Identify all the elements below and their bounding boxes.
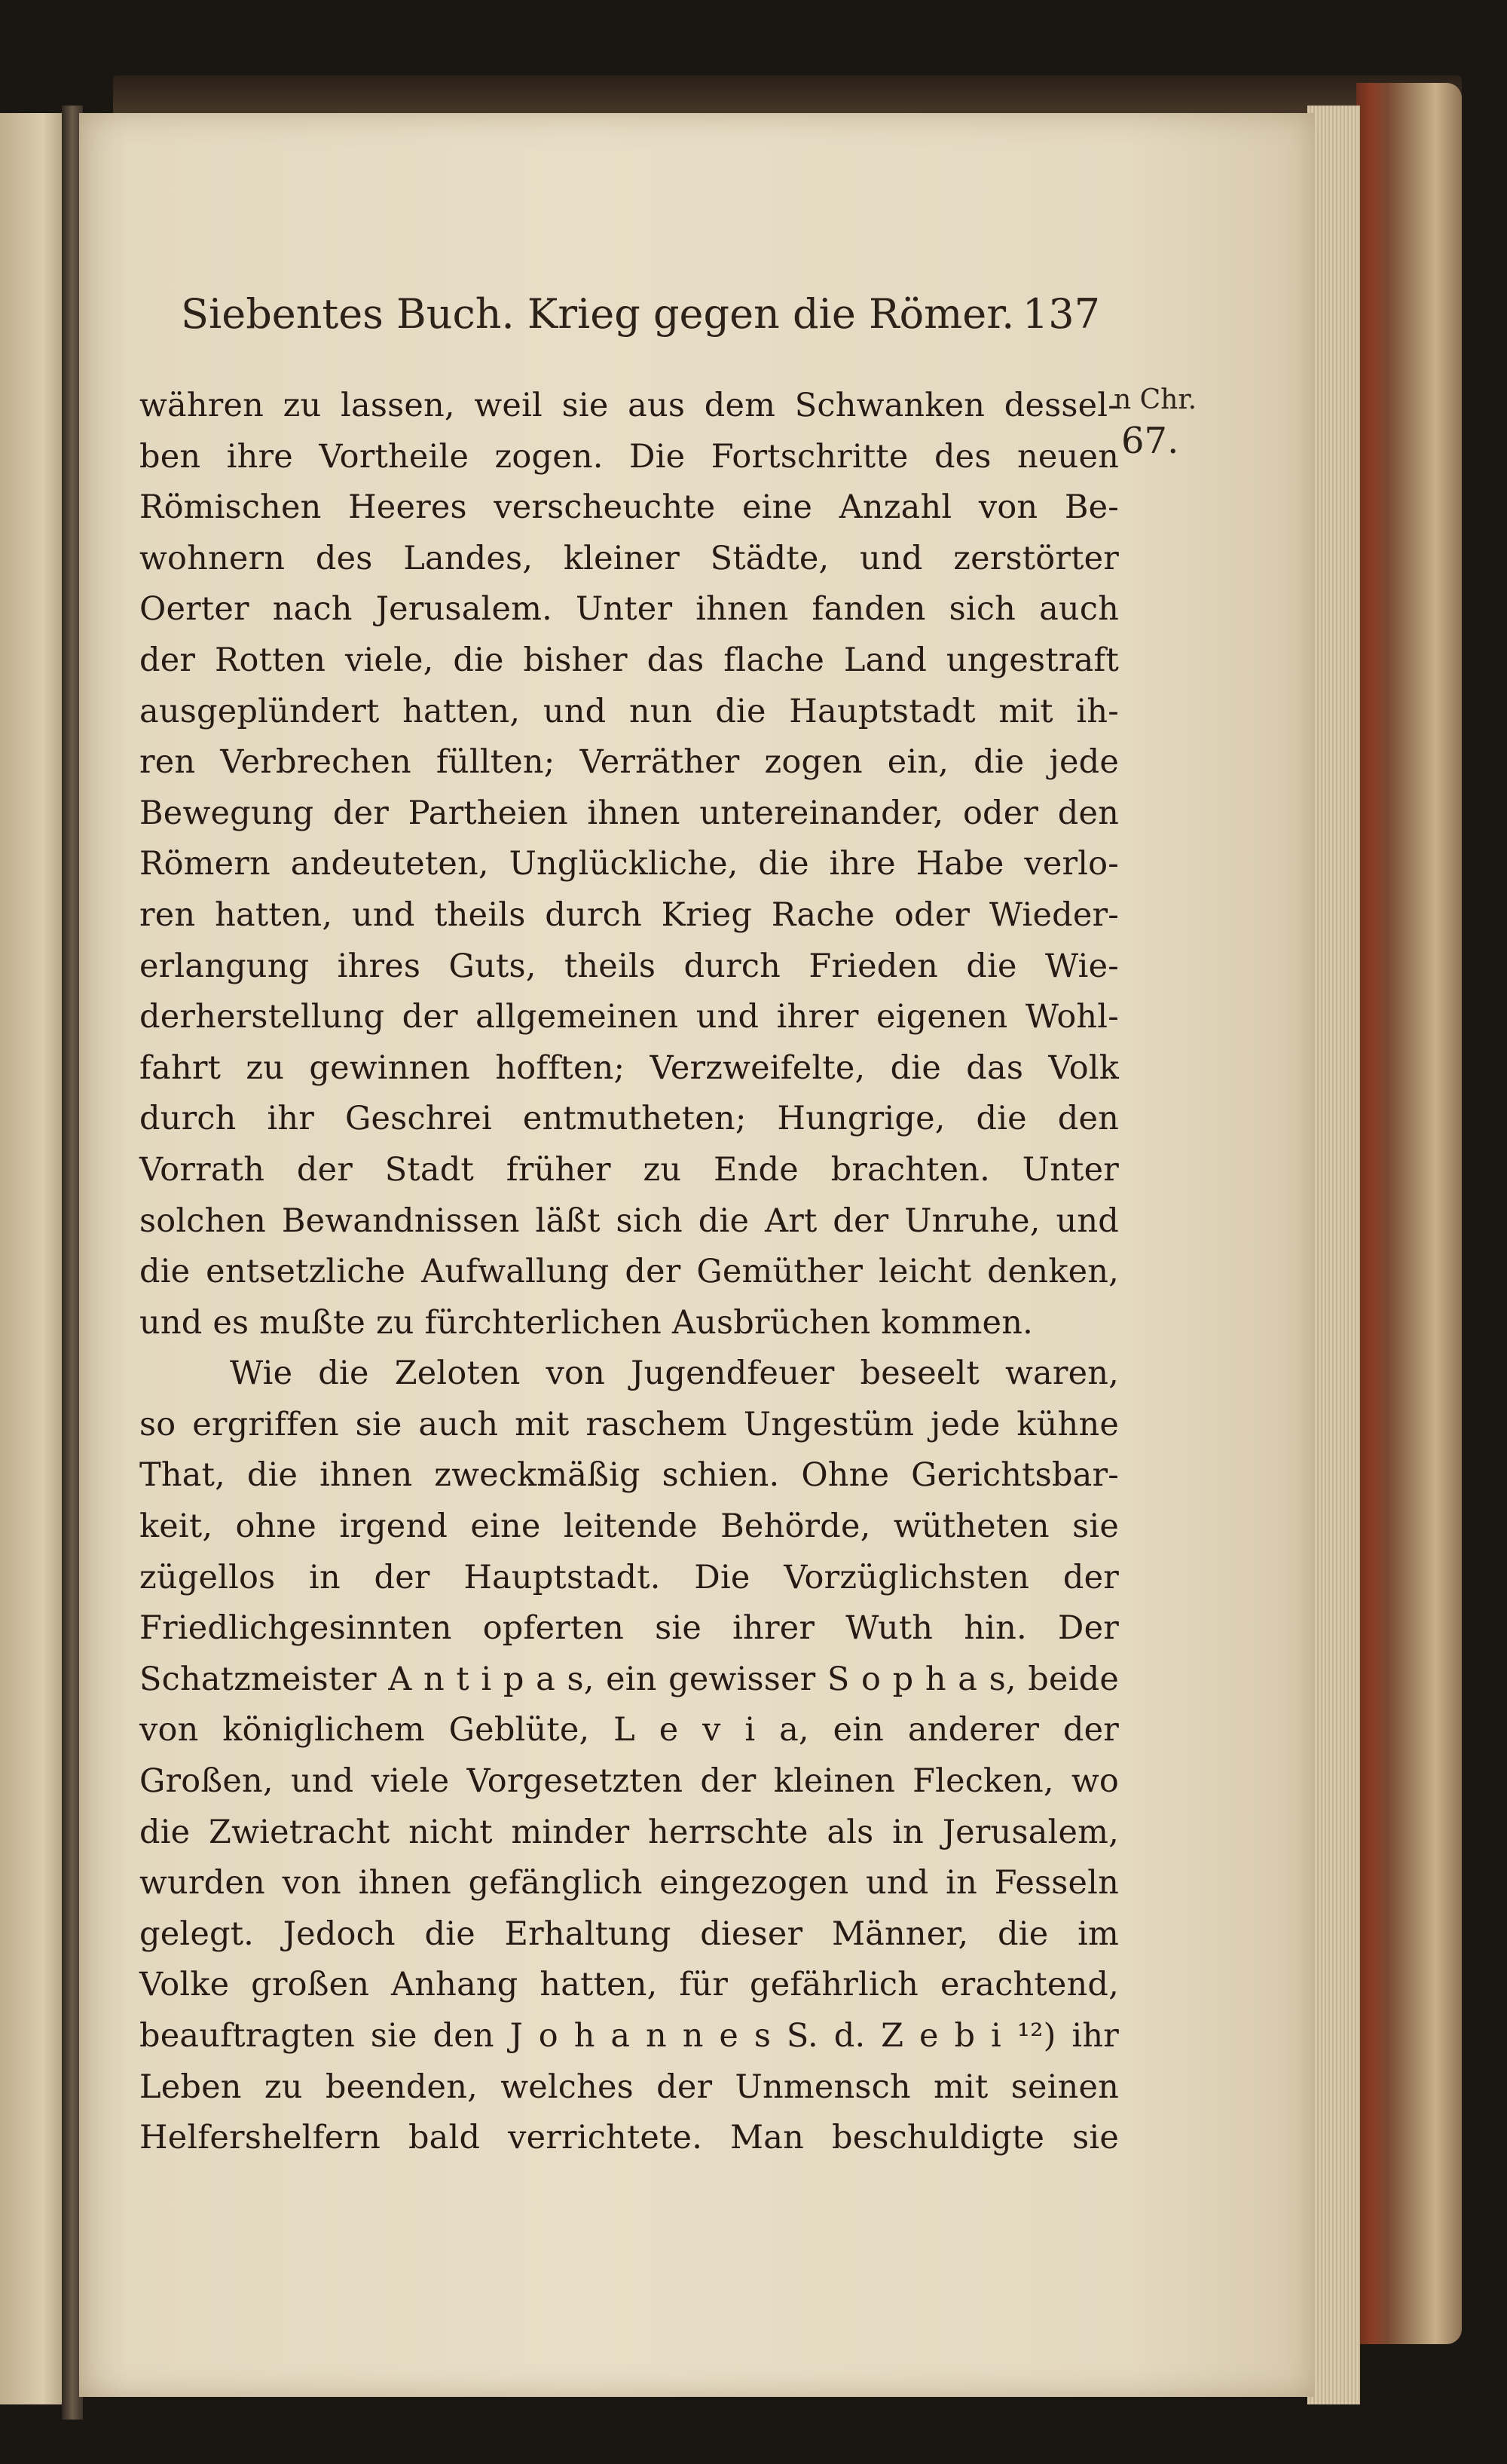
text-line: die Zwietracht nicht minder herrschte als in Jerusalem, <box>139 1813 1119 1851</box>
text-line: so ergriffen sie auch mit raschem Ungestüm jede kühne <box>139 1405 1119 1443</box>
text-line: Helfershelfern bald verrichtete. Man beschuldigte sie <box>139 2119 1119 2157</box>
cover-right-edge <box>1356 83 1462 2344</box>
text-line: gelegt. Jedoch die Erhaltung dieser Männer, die im <box>139 1915 1119 1953</box>
text-line: Wie die Zeloten von Jugendfeuer beseelt waren, <box>230 1354 1119 1393</box>
text-line: wurden von ihnen gefänglich eingezogen und in Fesseln <box>139 1864 1119 1902</box>
text-line: beauftragten sie den J o h a n n e s S. d. Z e b i ¹²) ihr <box>139 2017 1119 2055</box>
text-line: Bewegung der Partheien ihnen untereinander, oder den <box>139 794 1119 832</box>
text-line: zügellos in der Hauptstadt. Die Vorzüglichsten der <box>139 1558 1119 1596</box>
text-line: die entsetzliche Aufwallung der Gemüther leicht denken, <box>139 1253 1119 1291</box>
text-line: Schatzmeister A n t i p a s, ein gewisser S o p h a s, beide <box>139 1660 1119 1698</box>
text-line: der Rotten viele, die bisher das flache Land ungestraft <box>139 641 1119 679</box>
margin-note <box>1114 381 1212 468</box>
text-line: Römischen Heeres verscheuchte eine Anzahl von Be- <box>139 488 1119 527</box>
text-line: Großen, und viele Vorgesetzten der kleinen Flecken, wo <box>139 1762 1119 1801</box>
text-line: von königlichem Geblüte, L e v i a, ein anderer der <box>139 1711 1119 1749</box>
left-page-edge <box>0 113 72 2404</box>
running-title: Siebentes Buch. Krieg gegen die Römer. <box>181 290 1015 338</box>
text-line: ren Verbrechen füllten; Verräther zogen ein, die jede <box>139 743 1119 782</box>
text-line: Vorrath der Stadt früher zu Ende brachten. Unter <box>139 1150 1119 1189</box>
text-line: ausgeplündert hatten, und nun die Hauptstadt mit ih- <box>139 692 1119 730</box>
margin-note-era: n Chr. <box>1114 384 1197 415</box>
text-line: währen zu lassen, weil sie aus dem Schwanken dessel- <box>139 387 1119 424</box>
text-line: fahrt zu gewinnen hofften; Verzweifelte, die das Volk <box>139 1048 1119 1087</box>
text-line: keit, ohne irgend eine leitende Behörde, wütheten sie <box>139 1507 1119 1546</box>
text-line: solchen Bewandnissen läßt sich die Art der Unruhe, und <box>139 1201 1119 1240</box>
text-line: ren hatten, und theils durch Krieg Rache oder Wieder- <box>139 895 1119 934</box>
running-head <box>181 290 1100 350</box>
margin-note-year: 67. <box>1121 420 1179 463</box>
text-line: Friedlichgesinnten opferten sie ihrer Wuth hin. Der <box>139 1609 1119 1648</box>
text-line: Oerter nach Jerusalem. Unter ihnen fanden sich auch <box>139 590 1119 629</box>
text-line: Volke großen Anhang hatten, für gefährlich erachtend, <box>139 1966 1119 2004</box>
text-line: derherstellung der allgemeinen und ihrer eigenen Wohl- <box>139 998 1119 1036</box>
text-line: durch ihr Geschrei entmutheten; Hungrige, die den <box>139 1100 1119 1138</box>
text-line: That, die ihnen zweckmäßig schien. Ohne Gerichtsbar- <box>139 1456 1119 1495</box>
page-number: 137 <box>1022 290 1100 338</box>
text-line: wohnern des Landes, kleiner Städte, und zerstörter <box>139 539 1119 577</box>
text-line: und es mußte zu fürchterlichen Ausbrüchen kommen. <box>139 1303 1033 1342</box>
text-line: erlangung ihres Guts, theils durch Frieden die Wie- <box>139 947 1119 985</box>
text-line: Leben zu beenden, welches der Unmensch mit seinen <box>139 2068 1119 2106</box>
text-line: ben ihre Vortheile zogen. Die Fortschritte des neuen <box>139 437 1119 476</box>
text-line: Römern andeuteten, Unglückliche, die ihre Habe verlo- <box>139 845 1119 883</box>
body-text <box>139 381 1119 2164</box>
page-edges <box>1307 106 1360 2404</box>
